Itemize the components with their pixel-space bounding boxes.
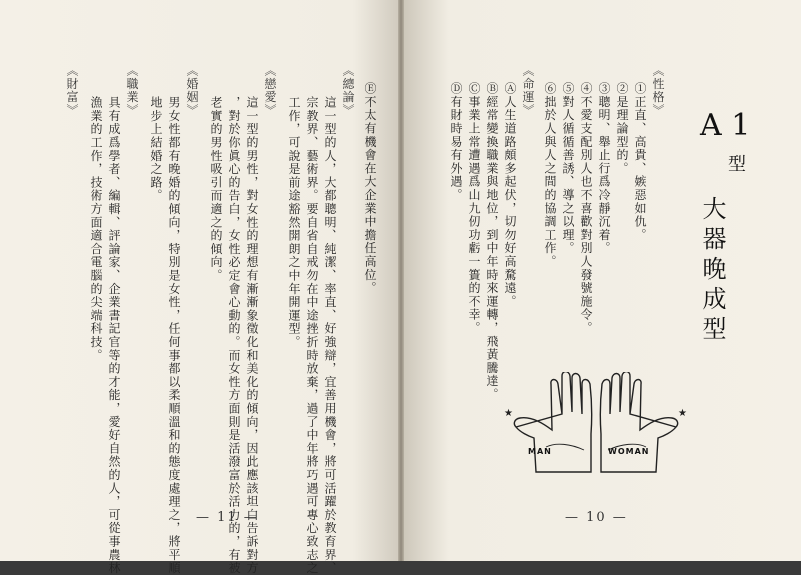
star-icon: ★ (504, 408, 513, 419)
love-line: 這一型的男性，對女性的理想有漸漸象徵化和美化的傾向，因此應該坦白告訴對方 (245, 96, 259, 575)
fortune-item: Ⓒ事業上常遭遇爲山九仞功虧一簣的不幸。 (467, 82, 481, 335)
man-label: MAN (528, 447, 552, 456)
palm-illustration (496, 372, 696, 482)
section-heading-wealth: 《財富》 (65, 64, 79, 118)
marriage-line: 男女性都有晚婚的傾向，特別是女性，任何事都以柔順溫和的態度處理之，將平順 (167, 96, 181, 575)
man-hand-outline (514, 372, 591, 472)
section-heading-fortune: 《命運》 (521, 64, 535, 118)
personality-item: ⑤對人循循善誘、導之以理。 (561, 82, 575, 255)
personality-item: ①正直、高貴、嫉惡如仇。 (633, 82, 647, 242)
section-heading-personality: 《性格》 (651, 64, 665, 118)
woman-hand-outline (600, 372, 677, 472)
career-line: 漁業的工作，技術方面適合電腦的尖端科技。 (89, 96, 103, 362)
section-heading-career: 《職業》 (125, 64, 139, 118)
type-code: A 1 (700, 108, 751, 143)
page-number-left: — 11 — (196, 510, 259, 525)
woman-label: WOMAN (608, 447, 650, 456)
section-heading-love: 《戀愛》 (263, 64, 277, 118)
personality-item: ③聰明、舉止行爲冷靜沉着。 (597, 82, 611, 255)
summary-line: 這一型的人，大都聰明、純潔、率直、好強辯，宜善用機會，將可活躍於教育界、 (323, 96, 337, 575)
fortune-item: Ⓓ有財時易有外遇。 (449, 82, 463, 202)
personality-item: ④不愛支配別人也不喜歡對別人發號施令。 (579, 82, 593, 335)
star-icon: ★ (678, 408, 687, 419)
love-line: 老實的男性吸引而適之的傾向。 (209, 96, 223, 283)
fortune-item: Ⓐ人生道路頗多起伏，切勿好高騖遠。 (503, 82, 517, 309)
summary-line: 工作，可說是前途豁然開朗之中年開運型。 (287, 96, 301, 349)
personality-item: ⑥拙於人與人之間的協調工作。 (543, 82, 557, 269)
fortune-item: Ⓑ經常變換職業與地位，到中年時來運轉，飛黃騰達。 (485, 82, 499, 402)
summary-line: 宗教界、藝術界。要自省自戒勿在中途挫折時放棄，過了中年將巧遇可專心致志之 (305, 96, 319, 575)
marriage-line: 地步上結婚之路。 (149, 96, 163, 203)
section-heading-marriage: 《婚姻》 (185, 64, 199, 118)
section-heading-summary: 《總論》 (341, 64, 355, 118)
book-gutter (398, 0, 404, 561)
personality-item: ②是理論型的。 (615, 82, 629, 176)
page-number-right: — 10 — (565, 510, 628, 525)
career-line: 具有成爲學者、編輯、評論家、企業書記官等的才能，愛好自然的人，可從事農林 (107, 96, 121, 575)
page-title: 大器晚成型 (698, 196, 726, 346)
love-line: ，對於你眞心的告白，女性必定會心動的。而女性方面則是活潑富於活力的，有被 (227, 96, 241, 575)
fortune-item: Ⓔ不太有機會在大企業中擔任高位。 (363, 82, 377, 295)
type-suffix: 型 (728, 154, 746, 175)
